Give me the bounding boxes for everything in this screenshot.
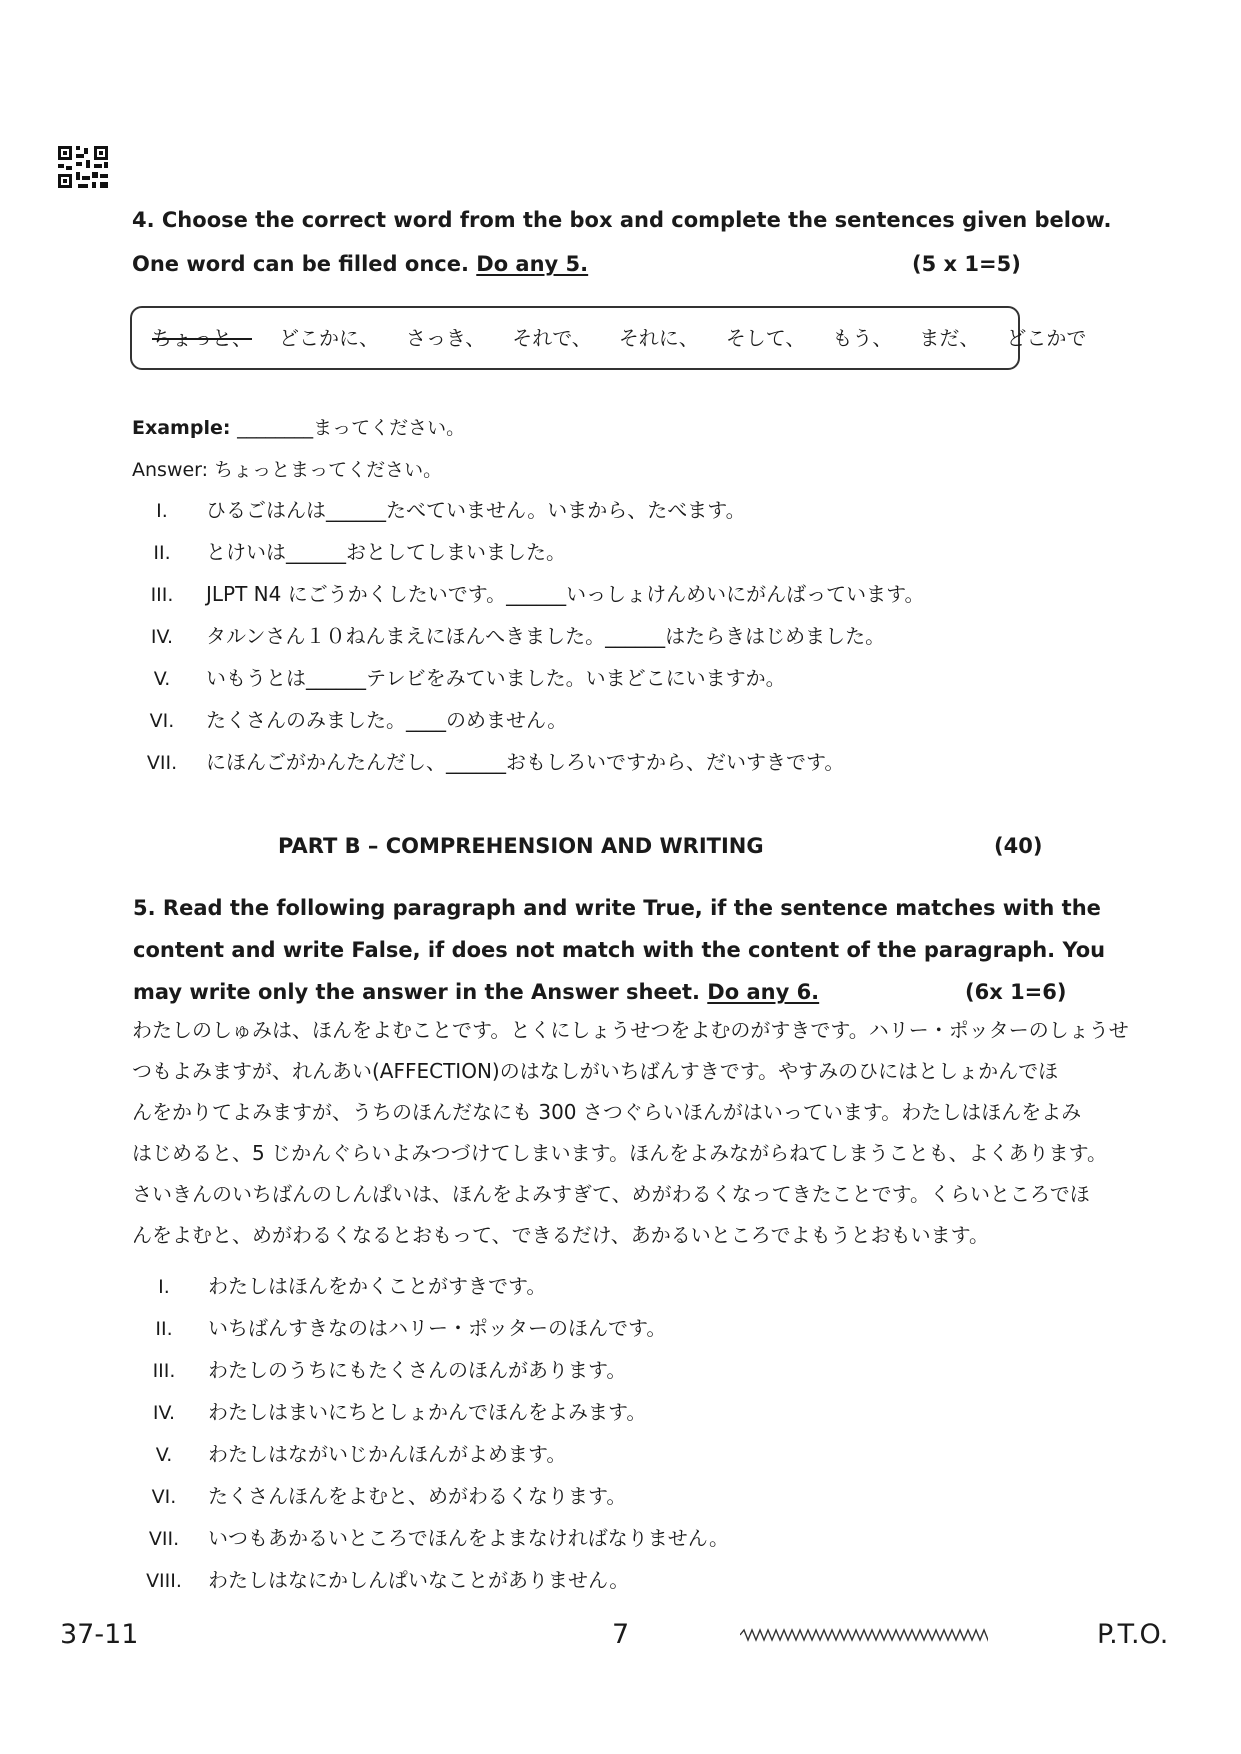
q4-instruction: One word can be filled once.	[132, 252, 477, 276]
paragraph-line: わたしのしゅみは、ほんをよむことです。とくにしょうせつをよむのがすきです。ハリー・ポッターのしょうせ	[132, 1018, 1129, 1042]
word-option: そして、	[725, 326, 806, 350]
q4-item-number: VII.	[146, 752, 178, 774]
word-option: どこかに、	[279, 326, 379, 350]
q5-item-text: わたしはまいにちとしょかんでほんをよみます。	[208, 1400, 647, 1424]
q4-item-text: ひるごはんは______たべていません。いまから、たべます。	[206, 498, 746, 522]
q4-heading-line1: 4. Choose the correct word from the box and complete the sentences given below.	[132, 208, 1112, 232]
word-option: もう、	[832, 326, 893, 350]
q5-item-number: III.	[152, 1360, 176, 1382]
q5-item-text: わたしはほんをかくことがすきです。	[208, 1274, 547, 1298]
q5-heading-line3	[133, 980, 819, 1004]
q4-marks: (5 x 1=5)	[912, 252, 1021, 276]
q4-item-text: にほんごがかんたんだし、______おもしろいですから、だいすきです。	[206, 750, 845, 774]
q5-item-number: VIII.	[146, 1570, 182, 1592]
paragraph-line: さいきんのいちばんのしんぱいは、ほんをよみすぎて、めがわるくなってきたことです。くらいところでほ	[132, 1182, 1090, 1206]
q4-item-number: III.	[150, 584, 174, 606]
q5-item-number: I.	[158, 1276, 170, 1298]
q5-heading-line1: 5. Read the following paragraph and write True, if the sentence matches with the	[133, 896, 1101, 920]
paragraph-line: つもよみますが、れんあい(AFFECTION)のはなしがいちばんすきです。やすみのひにはとしょかんでほ	[132, 1059, 1059, 1083]
q4-item-text: たくさんのみました。____のめません。	[206, 708, 568, 732]
page-number: 7	[612, 1619, 630, 1650]
q4-item-text: とけいは______おとしてしまいました。	[206, 540, 566, 564]
word-option: まだ、	[919, 326, 980, 350]
q5-item-text: わたしはながいじかんほんがよめます。	[208, 1442, 567, 1466]
example-label: Example:	[132, 417, 238, 439]
answer-line: Answer: ちょっとまってください。	[132, 459, 443, 481]
pto-marker: P.T.O.	[1097, 1619, 1169, 1650]
q4-do-any: Do any 5.	[476, 252, 589, 276]
q5-item-number: VI.	[151, 1486, 177, 1508]
wavy-divider-icon	[740, 1628, 988, 1642]
qr-code-icon	[58, 146, 108, 188]
q4-item-number: VI.	[149, 710, 175, 732]
word-box	[130, 306, 1087, 370]
word-option: ちょっと、	[152, 326, 252, 350]
q5-item-number: II.	[155, 1318, 173, 1340]
q5-heading-line2: content and write False, if does not match with the content of the paragraph. You	[133, 938, 1106, 962]
word-option: それに、	[618, 326, 699, 350]
q4-item-text: タルンさん１０ねんまえにほんへきました。______はたらきはじめました。	[206, 624, 886, 648]
q5-item-text: いちばんすきなのはハリー・ポッターのほんです。	[208, 1316, 667, 1340]
paper-code: 37-11	[60, 1619, 139, 1650]
q5-item-number: IV.	[152, 1402, 176, 1424]
paragraph-line: んをかりてよみますが、うちのほんだなにも 300 さつぐらいほんがはいっています。わたしはほんをよみ	[132, 1100, 1082, 1124]
q4-item-text: いもうとは______テレビをみていました。いまどこにいますか。	[206, 666, 786, 690]
q5-do-any: Do any 6.	[707, 980, 820, 1004]
word-list	[152, 324, 1086, 352]
q5-item-text: わたしのうちにもたくさんのほんがあります。	[208, 1358, 627, 1382]
paragraph-line: んをよむと、めがわるくなるとおもって、できるだけ、あかるいところでよもうとおもいます。	[132, 1223, 989, 1247]
q4-item-number: I.	[156, 500, 168, 522]
word-option: さっき、	[406, 326, 486, 350]
q5-item-text: いつもあかるいところでほんをよまなければなりません。	[208, 1526, 729, 1550]
part-b-marks: (40)	[994, 834, 1043, 858]
q5-item-text: わたしはなにかしんぱいなことがありません。	[208, 1568, 630, 1592]
q5-marks: (6x 1=6)	[965, 980, 1067, 1004]
q5-item-number: VII.	[148, 1528, 180, 1550]
q5-item-number: V.	[155, 1444, 173, 1466]
part-b-title: PART B – COMPREHENSION AND WRITING	[278, 834, 764, 858]
q5-item-text: たくさんほんをよむと、めがわるくなります。	[208, 1484, 627, 1508]
example-text: ________まってください。	[237, 417, 466, 439]
q5-instruction: may write only the answer in the Answer sheet.	[133, 980, 708, 1004]
word-option: どこかで	[1006, 326, 1087, 350]
paragraph-line: はじめると、5 じかんぐらいよみつづけてしまいます。ほんをよみながらねてしまうことも、よくあります。	[132, 1141, 1107, 1165]
word-option: それで、	[512, 326, 592, 350]
example-line	[132, 416, 465, 440]
q4-item-number: IV.	[150, 626, 174, 648]
q4-item-text: JLPT N4 にごうかくしたいです。______いっしょけんめいにがんばっています。	[206, 582, 925, 606]
q4-item-number: V.	[153, 668, 171, 690]
q4-item-number: II.	[153, 542, 171, 564]
q4-heading-line2	[132, 252, 588, 276]
reading-paragraph	[132, 1010, 1129, 1256]
